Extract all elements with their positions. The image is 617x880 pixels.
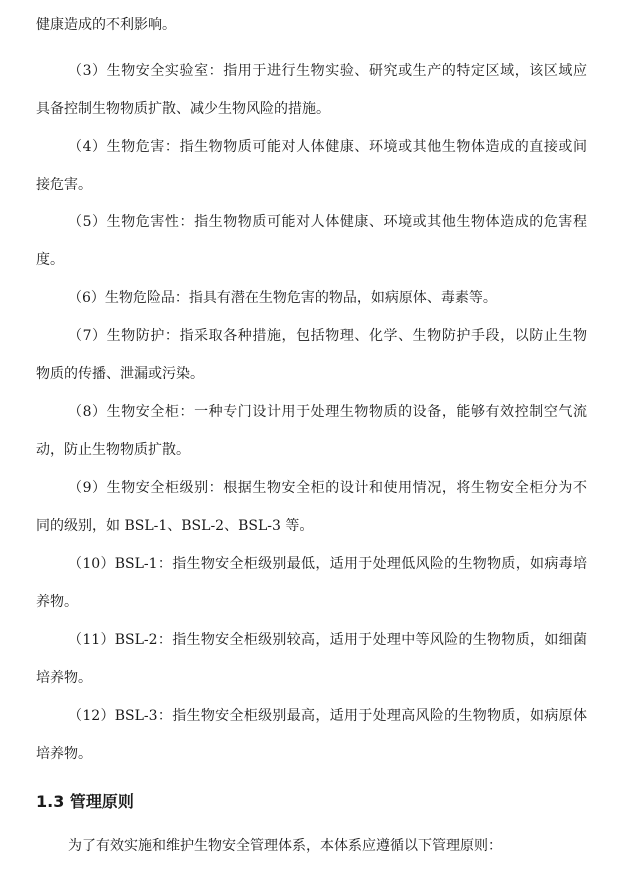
definition-11-line-2: 培养物。: [36, 670, 92, 686]
definition-4-line-2: 接危害。: [36, 177, 92, 193]
section-intro: 为了有效实施和维护生物安全管理体系，本体系应遵循以下管理原则：: [68, 838, 502, 854]
definition-8-line-1: （8）生物安全柜：一种专门设计用于处理生物物质的设备，能够有效控制空气流: [68, 404, 587, 420]
definition-9-line-2: 同的级别，如 BSL-1、BSL-2、BSL-3 等。: [36, 518, 314, 534]
definition-12-line-2: 培养物。: [36, 746, 92, 762]
definition-8-line-2: 动，防止生物物质扩散。: [36, 442, 190, 458]
definition-11-line-1: （11）BSL-2：指生物安全柜级别较高，适用于处理中等风险的生物物质，如细菌: [68, 632, 587, 648]
definition-7-line-1: （7）生物防护：指采取各种措施，包括物理、化学、生物防护手段，以防止生物: [68, 328, 587, 344]
section-heading: 1.3 管理原则: [36, 792, 134, 811]
paragraph-continuation: 健康造成的不利影响。: [36, 17, 176, 33]
definition-4-line-1: （4）生物危害：指生物物质可能对人体健康、环境或其他生物体造成的直接或间: [68, 139, 587, 155]
definition-3-line-2: 具备控制生物物质扩散、减少生物风险的措施。: [36, 101, 330, 117]
definition-12-line-1: （12）BSL-3：指生物安全柜级别最高，适用于处理高风险的生物物质，如病原体: [68, 708, 587, 724]
definition-7-line-2: 物质的传播、泄漏或污染。: [36, 366, 204, 382]
definition-6-line-1: （6）生物危险品：指具有潜在生物危害的物品，如病原体、毒素等。: [68, 290, 497, 306]
definition-10-line-1: （10）BSL-1：指生物安全柜级别最低，适用于处理低风险的生物物质，如病毒培: [68, 556, 587, 572]
definition-5-line-1: （5）生物危害性：指生物物质可能对人体健康、环境或其他生物体造成的危害程: [68, 214, 587, 230]
definition-5-line-2: 度。: [36, 252, 64, 268]
definition-9-line-1: （9）生物安全柜级别：根据生物安全柜的设计和使用情况，将生物安全柜分为不: [68, 480, 587, 496]
definition-10-line-2: 养物。: [36, 594, 78, 610]
definition-3-line-1: （3）生物安全实验室：指用于进行生物实验、研究或生产的特定区域，该区域应: [68, 63, 587, 79]
